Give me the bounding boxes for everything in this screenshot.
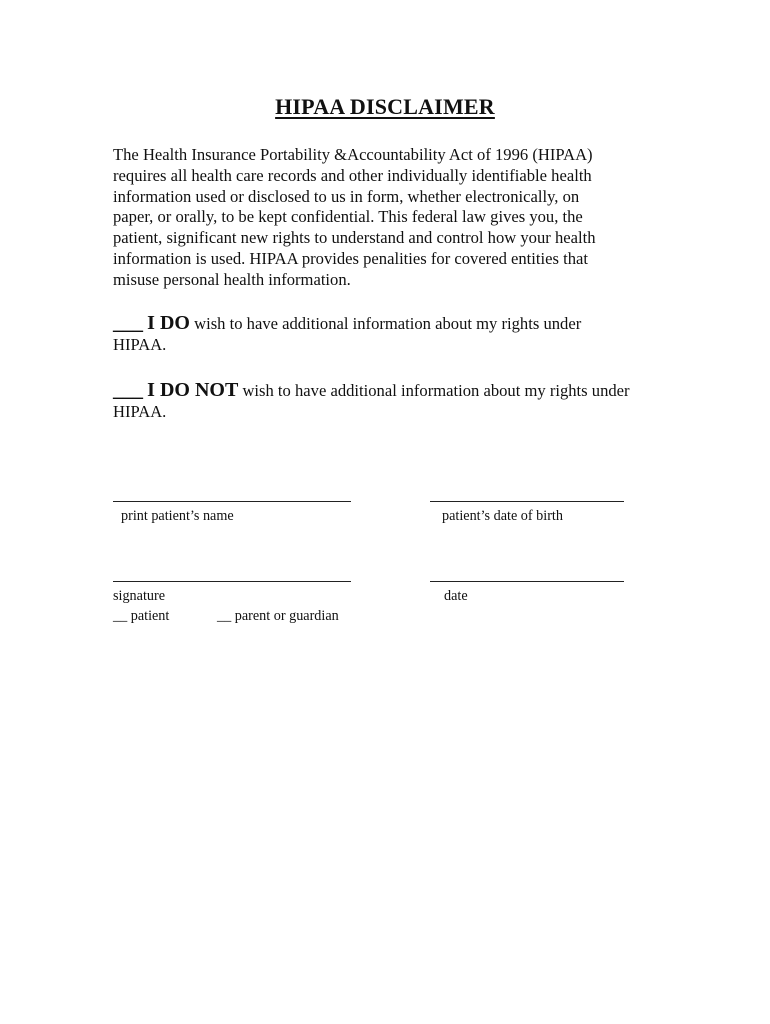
patient-name-label: print patient’s name: [121, 508, 234, 524]
i-do-not-text: wish to have additional information about my rights under: [242, 381, 630, 400]
i-do-not-checkbox-blank[interactable]: ___: [113, 379, 143, 401]
i-do-text: wish to have additional information about my rights under: [194, 314, 582, 333]
signature-line[interactable]: [113, 581, 351, 582]
option-i-do-not: [113, 380, 693, 422]
dob-line[interactable]: [430, 501, 624, 502]
paragraph-line: misuse personal health information.: [113, 269, 351, 289]
date-label: date: [444, 588, 468, 604]
patient-checkbox[interactable]: __ patient: [113, 608, 170, 624]
option-i-do: [113, 313, 693, 355]
i-do-not-text-cont: HIPAA.: [113, 402, 167, 421]
paragraph-line: patient, significant new rights to understand and control how your health: [113, 228, 596, 248]
i-do-text-cont: HIPAA.: [113, 335, 167, 354]
paragraph-line: paper, or orally, to be kept confidential. This federal law gives you, the: [113, 207, 583, 227]
i-do-checkbox-blank[interactable]: ___: [113, 312, 143, 334]
i-do-label: I DO: [147, 312, 190, 334]
patient-name-line[interactable]: [113, 501, 351, 502]
paragraph-line: information used or disclosed to us in form, whether electronically, on: [113, 186, 580, 206]
guardian-checkbox[interactable]: __ parent or guardian: [217, 608, 339, 624]
document-title: HIPAA DISCLAIMER: [275, 94, 495, 119]
paragraph-line: The Health Insurance Portability &Accountability Act of 1996 (HIPAA): [113, 145, 593, 164]
date-line[interactable]: [430, 581, 624, 582]
i-do-not-label: I DO NOT: [147, 379, 239, 401]
disclaimer-paragraph: [113, 145, 673, 291]
paragraph-line: information is used. HIPAA provides penalities for covered entities that: [113, 248, 588, 268]
paragraph-line: requires all health care records and other individually identifiable health: [113, 165, 592, 185]
signature-label: signature: [113, 588, 166, 604]
dob-label: patient’s date of birth: [442, 508, 563, 524]
